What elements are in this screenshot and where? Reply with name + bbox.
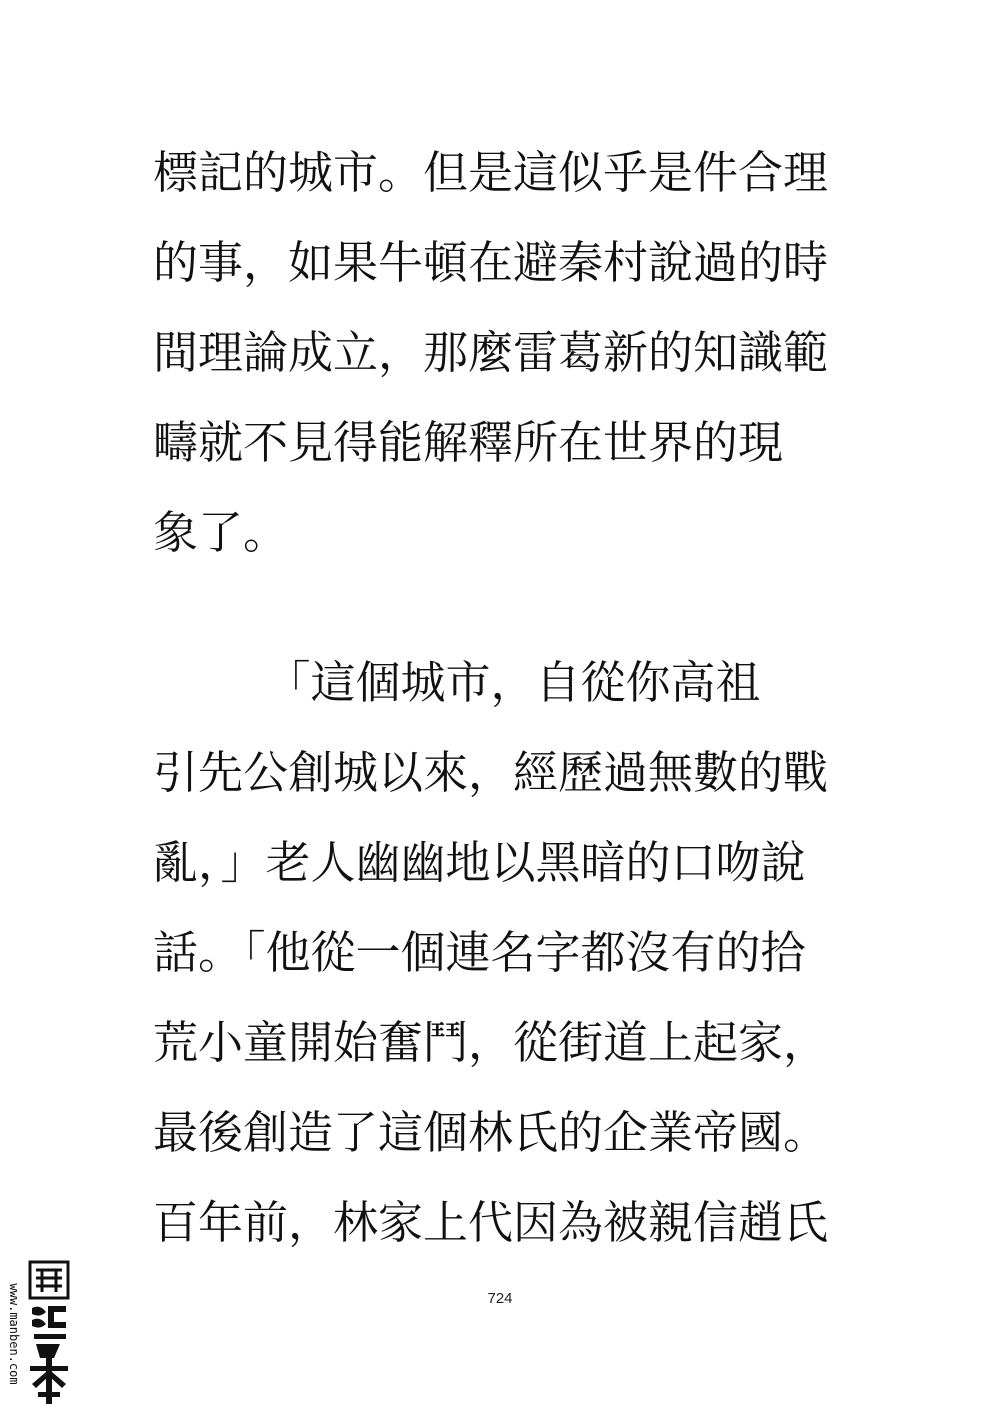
text-line: 荒小童開始奮鬥，從街道上起家， xyxy=(153,1016,829,1069)
text-line: 亂，」老人幽幽地以黑暗的口吻說 xyxy=(153,836,806,889)
text-line: 疇就不見得能解釋所在世界的現 xyxy=(153,416,784,469)
text-line: 標記的城市。但是這似乎是件合理 xyxy=(153,146,829,199)
watermark-url-text: www.manben.com xyxy=(7,1283,21,1385)
text-line: 「這個城市，自從你高祖 xyxy=(153,656,761,709)
text-line: 引先公創城以來，經歷過無數的戰 xyxy=(153,746,829,799)
paragraph-2 xyxy=(153,638,853,1268)
manben-logo-icon xyxy=(26,1258,72,1408)
watermark-url xyxy=(6,1264,22,1404)
text-line: 的事，如果牛頓在避秦村說過的時 xyxy=(153,236,829,289)
watermark xyxy=(6,1258,74,1408)
page-number: 724 xyxy=(487,1290,513,1307)
text-line: 最後創造了這個林氏的企業帝國。 xyxy=(153,1106,829,1159)
text-line: 象了。 xyxy=(153,506,289,559)
text-line: 話。「他從一個連名字都沒有的拾 xyxy=(153,926,806,979)
text-line: 百年前，林家上代因為被親信趙氏 xyxy=(153,1196,829,1249)
text-line: 間理論成立，那麼雷葛新的知識範 xyxy=(153,326,829,379)
paragraph-1 xyxy=(153,128,853,578)
